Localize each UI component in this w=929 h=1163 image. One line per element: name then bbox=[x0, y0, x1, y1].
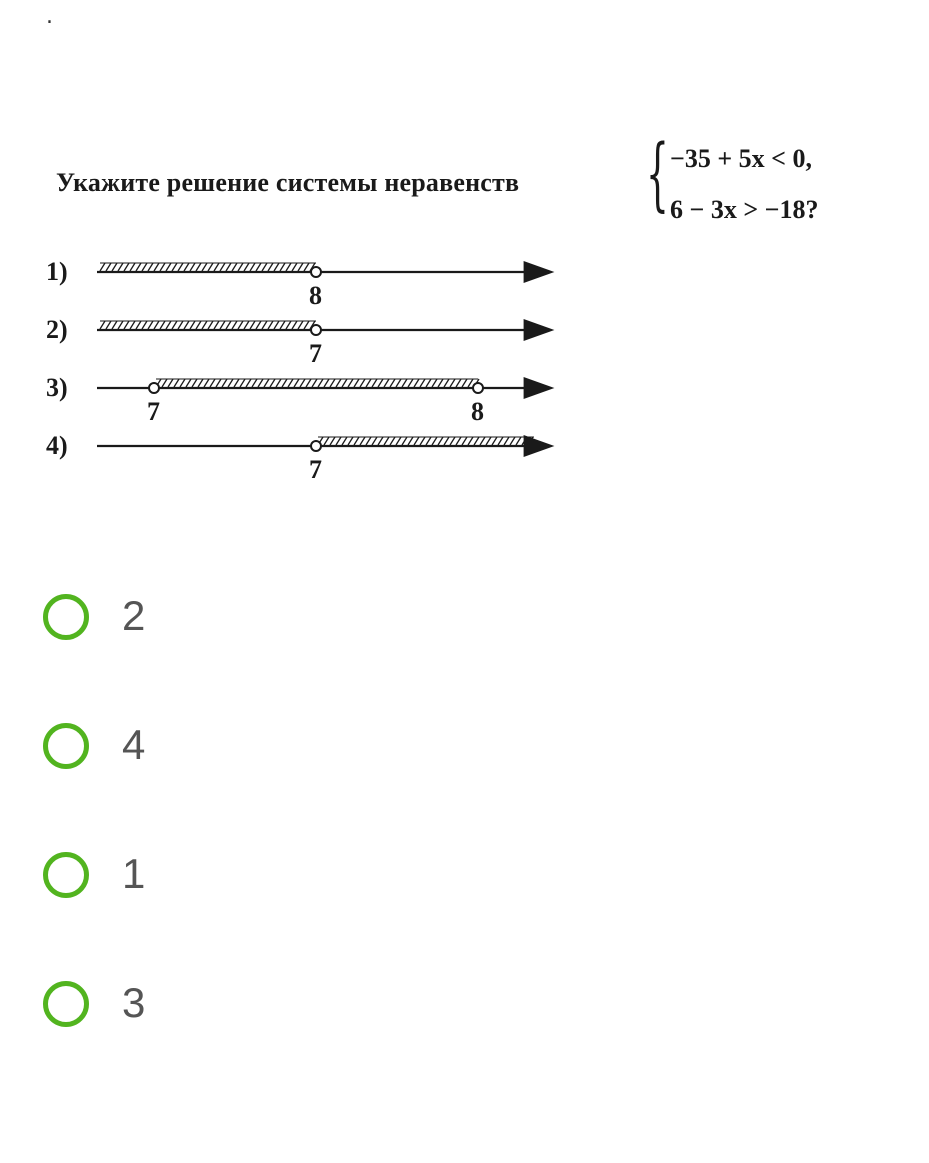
figure-option-3-label: 3) bbox=[46, 373, 68, 402]
hatch-mark bbox=[450, 379, 455, 387]
hatch-mark bbox=[294, 379, 299, 387]
hatch-mark bbox=[160, 321, 165, 329]
hatch-mark bbox=[372, 437, 377, 445]
hatch-mark bbox=[186, 379, 191, 387]
hatch-mark bbox=[522, 437, 527, 445]
hatch-mark bbox=[306, 379, 311, 387]
hatch-mark bbox=[130, 321, 135, 329]
hatch-mark bbox=[208, 321, 213, 329]
hatch-mark bbox=[298, 321, 303, 329]
hatch-mark bbox=[214, 321, 219, 329]
hatch-mark bbox=[136, 263, 141, 271]
hatch-mark bbox=[504, 437, 509, 445]
hatch-mark bbox=[312, 379, 317, 387]
figure-option-2-label: 2) bbox=[46, 315, 68, 344]
hatch-mark bbox=[414, 437, 419, 445]
figure-option-2-point-label: 7 bbox=[309, 339, 322, 368]
hatch-mark bbox=[220, 321, 225, 329]
hatch-mark bbox=[166, 321, 171, 329]
hatch-mark bbox=[292, 321, 297, 329]
hatch-mark bbox=[480, 437, 485, 445]
hatch-mark bbox=[304, 321, 309, 329]
hatch-mark bbox=[450, 437, 455, 445]
hatch-mark bbox=[348, 379, 353, 387]
hatch-mark bbox=[288, 379, 293, 387]
hatch-mark bbox=[330, 437, 335, 445]
hatch-mark bbox=[154, 263, 159, 271]
hatch-mark bbox=[202, 263, 207, 271]
hatch-mark bbox=[444, 437, 449, 445]
hatch-mark bbox=[298, 263, 303, 271]
hatch-mark bbox=[336, 379, 341, 387]
hatch-mark bbox=[408, 437, 413, 445]
hatch-mark bbox=[492, 437, 497, 445]
hatch-mark bbox=[136, 321, 141, 329]
hatch-mark bbox=[162, 379, 167, 387]
hatch-mark bbox=[178, 263, 183, 271]
figure-option-1-point-label: 8 bbox=[309, 281, 322, 310]
hatch-mark bbox=[390, 379, 395, 387]
hatch-mark bbox=[318, 379, 323, 387]
hatch-mark bbox=[208, 263, 213, 271]
hatch-mark bbox=[444, 379, 449, 387]
hatch-mark bbox=[366, 379, 371, 387]
hatch-mark bbox=[124, 263, 129, 271]
figure-option-2-open-point bbox=[311, 325, 321, 335]
answer-label: 4 bbox=[122, 721, 146, 768]
hatch-mark bbox=[348, 437, 353, 445]
hatch-mark bbox=[282, 379, 287, 387]
hatch-mark bbox=[130, 263, 135, 271]
hatch-mark bbox=[280, 263, 285, 271]
hatch-mark bbox=[372, 379, 377, 387]
hatch-mark bbox=[474, 437, 479, 445]
hatch-mark bbox=[324, 379, 329, 387]
hatch-mark bbox=[396, 437, 401, 445]
hatch-mark bbox=[510, 437, 515, 445]
hatch-mark bbox=[196, 263, 201, 271]
hatch-mark bbox=[184, 321, 189, 329]
hatch-mark bbox=[160, 263, 165, 271]
hatch-mark bbox=[214, 263, 219, 271]
figure-option-2 bbox=[46, 315, 550, 368]
hatch-mark bbox=[256, 263, 261, 271]
hatch-mark bbox=[198, 379, 203, 387]
inequality-1: −35 + 5x < 0, bbox=[670, 144, 812, 173]
hatch-mark bbox=[342, 437, 347, 445]
figure-option-1-label: 1) bbox=[46, 257, 68, 286]
hatch-mark bbox=[256, 321, 261, 329]
hatch-mark bbox=[166, 263, 171, 271]
figure-option-3-point-label-left: 7 bbox=[147, 397, 160, 426]
figure-option-1-hatch bbox=[100, 263, 316, 271]
hatch-mark bbox=[462, 437, 467, 445]
figure-option-3-open-point-left bbox=[149, 383, 159, 393]
hatch-mark bbox=[168, 379, 173, 387]
hatch-mark bbox=[228, 379, 233, 387]
hatch-mark bbox=[292, 263, 297, 271]
hatch-mark bbox=[112, 321, 117, 329]
hatch-mark bbox=[408, 379, 413, 387]
hatch-mark bbox=[432, 379, 437, 387]
hatch-mark bbox=[498, 437, 503, 445]
question-block bbox=[56, 127, 876, 238]
hatch-mark bbox=[202, 321, 207, 329]
hatch-mark bbox=[342, 379, 347, 387]
hatch-mark bbox=[180, 379, 185, 387]
hatch-mark bbox=[286, 321, 291, 329]
hatch-mark bbox=[184, 263, 189, 271]
hatch-mark bbox=[486, 437, 491, 445]
hatch-mark bbox=[238, 321, 243, 329]
hatch-mark bbox=[100, 321, 105, 329]
radio-button[interactable] bbox=[43, 594, 89, 640]
figure-option-2-hatch bbox=[100, 321, 316, 329]
figure-option-4-point-label: 7 bbox=[309, 455, 322, 484]
hatch-mark bbox=[148, 263, 153, 271]
hatch-mark bbox=[222, 379, 227, 387]
question-text: Укажите решение системы неравенств bbox=[56, 168, 520, 197]
hatch-mark bbox=[276, 379, 281, 387]
hatch-mark bbox=[262, 263, 267, 271]
hatch-mark bbox=[232, 321, 237, 329]
hatch-mark bbox=[244, 321, 249, 329]
figure-option-3 bbox=[46, 373, 550, 426]
hatch-mark bbox=[268, 321, 273, 329]
hatch-mark bbox=[286, 263, 291, 271]
hatch-mark bbox=[528, 437, 533, 445]
hatch-mark bbox=[300, 379, 305, 387]
top-mark: . bbox=[46, 4, 53, 29]
hatch-mark bbox=[226, 263, 231, 271]
hatch-mark bbox=[268, 263, 273, 271]
hatch-mark bbox=[112, 263, 117, 271]
hatch-mark bbox=[324, 437, 329, 445]
hatch-mark bbox=[384, 437, 389, 445]
hatch-mark bbox=[280, 321, 285, 329]
hatch-mark bbox=[246, 379, 251, 387]
hatch-mark bbox=[426, 379, 431, 387]
hatch-mark bbox=[106, 321, 111, 329]
hatch-mark bbox=[426, 437, 431, 445]
figure-option-3-hatch bbox=[156, 379, 479, 387]
hatch-mark bbox=[462, 379, 467, 387]
hatch-mark bbox=[384, 379, 389, 387]
figure-option-4 bbox=[46, 431, 550, 484]
hatch-mark bbox=[402, 437, 407, 445]
figure-option-3-open-point-right bbox=[473, 383, 483, 393]
hatch-mark bbox=[336, 437, 341, 445]
hatch-mark bbox=[438, 379, 443, 387]
answer-option-4[interactable] bbox=[43, 977, 343, 1033]
hatch-mark bbox=[414, 379, 419, 387]
figure-option-4-label: 4) bbox=[46, 431, 68, 460]
hatch-mark bbox=[360, 437, 365, 445]
hatch-mark bbox=[516, 437, 521, 445]
hatch-mark bbox=[438, 437, 443, 445]
figure-option-1-open-point bbox=[311, 267, 321, 277]
hatch-mark bbox=[154, 321, 159, 329]
hatch-mark bbox=[250, 263, 255, 271]
hatch-mark bbox=[172, 321, 177, 329]
hatch-mark bbox=[354, 437, 359, 445]
hatch-mark bbox=[118, 263, 123, 271]
hatch-mark bbox=[396, 379, 401, 387]
hatch-mark bbox=[210, 379, 215, 387]
hatch-mark bbox=[420, 437, 425, 445]
hatch-mark bbox=[142, 263, 147, 271]
hatch-mark bbox=[258, 379, 263, 387]
hatch-mark bbox=[204, 379, 209, 387]
answer-option-1[interactable] bbox=[43, 590, 343, 646]
hatch-mark bbox=[366, 437, 371, 445]
hatch-mark bbox=[390, 437, 395, 445]
hatch-mark bbox=[196, 321, 201, 329]
hatch-mark bbox=[432, 437, 437, 445]
hatch-mark bbox=[174, 379, 179, 387]
hatch-mark bbox=[274, 321, 279, 329]
answer-label: 2 bbox=[122, 592, 146, 639]
system-brace-icon: { bbox=[646, 127, 669, 220]
radio-button[interactable] bbox=[43, 852, 89, 898]
hatch-mark bbox=[124, 321, 129, 329]
hatch-mark bbox=[240, 379, 245, 387]
hatch-mark bbox=[468, 379, 473, 387]
hatch-mark bbox=[270, 379, 275, 387]
radio-button[interactable] bbox=[43, 723, 89, 769]
figure-option-1 bbox=[46, 257, 550, 310]
hatch-mark bbox=[250, 321, 255, 329]
figure-option-4-hatch bbox=[318, 437, 534, 445]
answer-label: 1 bbox=[122, 850, 146, 897]
answer-option-2[interactable] bbox=[43, 719, 343, 775]
hatch-mark bbox=[360, 379, 365, 387]
hatch-mark bbox=[456, 379, 461, 387]
hatch-mark bbox=[148, 321, 153, 329]
answer-label: 3 bbox=[122, 979, 146, 1026]
hatch-mark bbox=[456, 437, 461, 445]
hatch-mark bbox=[106, 263, 111, 271]
hatch-mark bbox=[234, 379, 239, 387]
hatch-mark bbox=[378, 437, 383, 445]
hatch-mark bbox=[304, 263, 309, 271]
hatch-mark bbox=[330, 379, 335, 387]
hatch-mark bbox=[420, 379, 425, 387]
hatch-mark bbox=[402, 379, 407, 387]
hatch-mark bbox=[262, 321, 267, 329]
hatch-mark bbox=[220, 263, 225, 271]
hatch-mark bbox=[190, 263, 195, 271]
hatch-mark bbox=[118, 321, 123, 329]
hatch-mark bbox=[274, 263, 279, 271]
hatch-mark bbox=[190, 321, 195, 329]
hatch-mark bbox=[252, 379, 257, 387]
figure-option-3-point-label-right: 8 bbox=[471, 397, 484, 426]
number-line-figure bbox=[0, 240, 600, 490]
hatch-mark bbox=[178, 321, 183, 329]
hatch-mark bbox=[468, 437, 473, 445]
hatch-mark bbox=[354, 379, 359, 387]
hatch-mark bbox=[378, 379, 383, 387]
hatch-mark bbox=[226, 321, 231, 329]
figure-option-4-open-point bbox=[311, 441, 321, 451]
radio-button[interactable] bbox=[43, 981, 89, 1027]
answer-option-3[interactable] bbox=[43, 848, 343, 904]
hatch-mark bbox=[172, 263, 177, 271]
hatch-mark bbox=[192, 379, 197, 387]
hatch-mark bbox=[238, 263, 243, 271]
hatch-mark bbox=[232, 263, 237, 271]
hatch-mark bbox=[100, 263, 105, 271]
hatch-mark bbox=[216, 379, 221, 387]
hatch-mark bbox=[244, 263, 249, 271]
hatch-mark bbox=[142, 321, 147, 329]
hatch-mark bbox=[264, 379, 269, 387]
inequality-2: 6 − 3x > −18? bbox=[670, 195, 819, 224]
